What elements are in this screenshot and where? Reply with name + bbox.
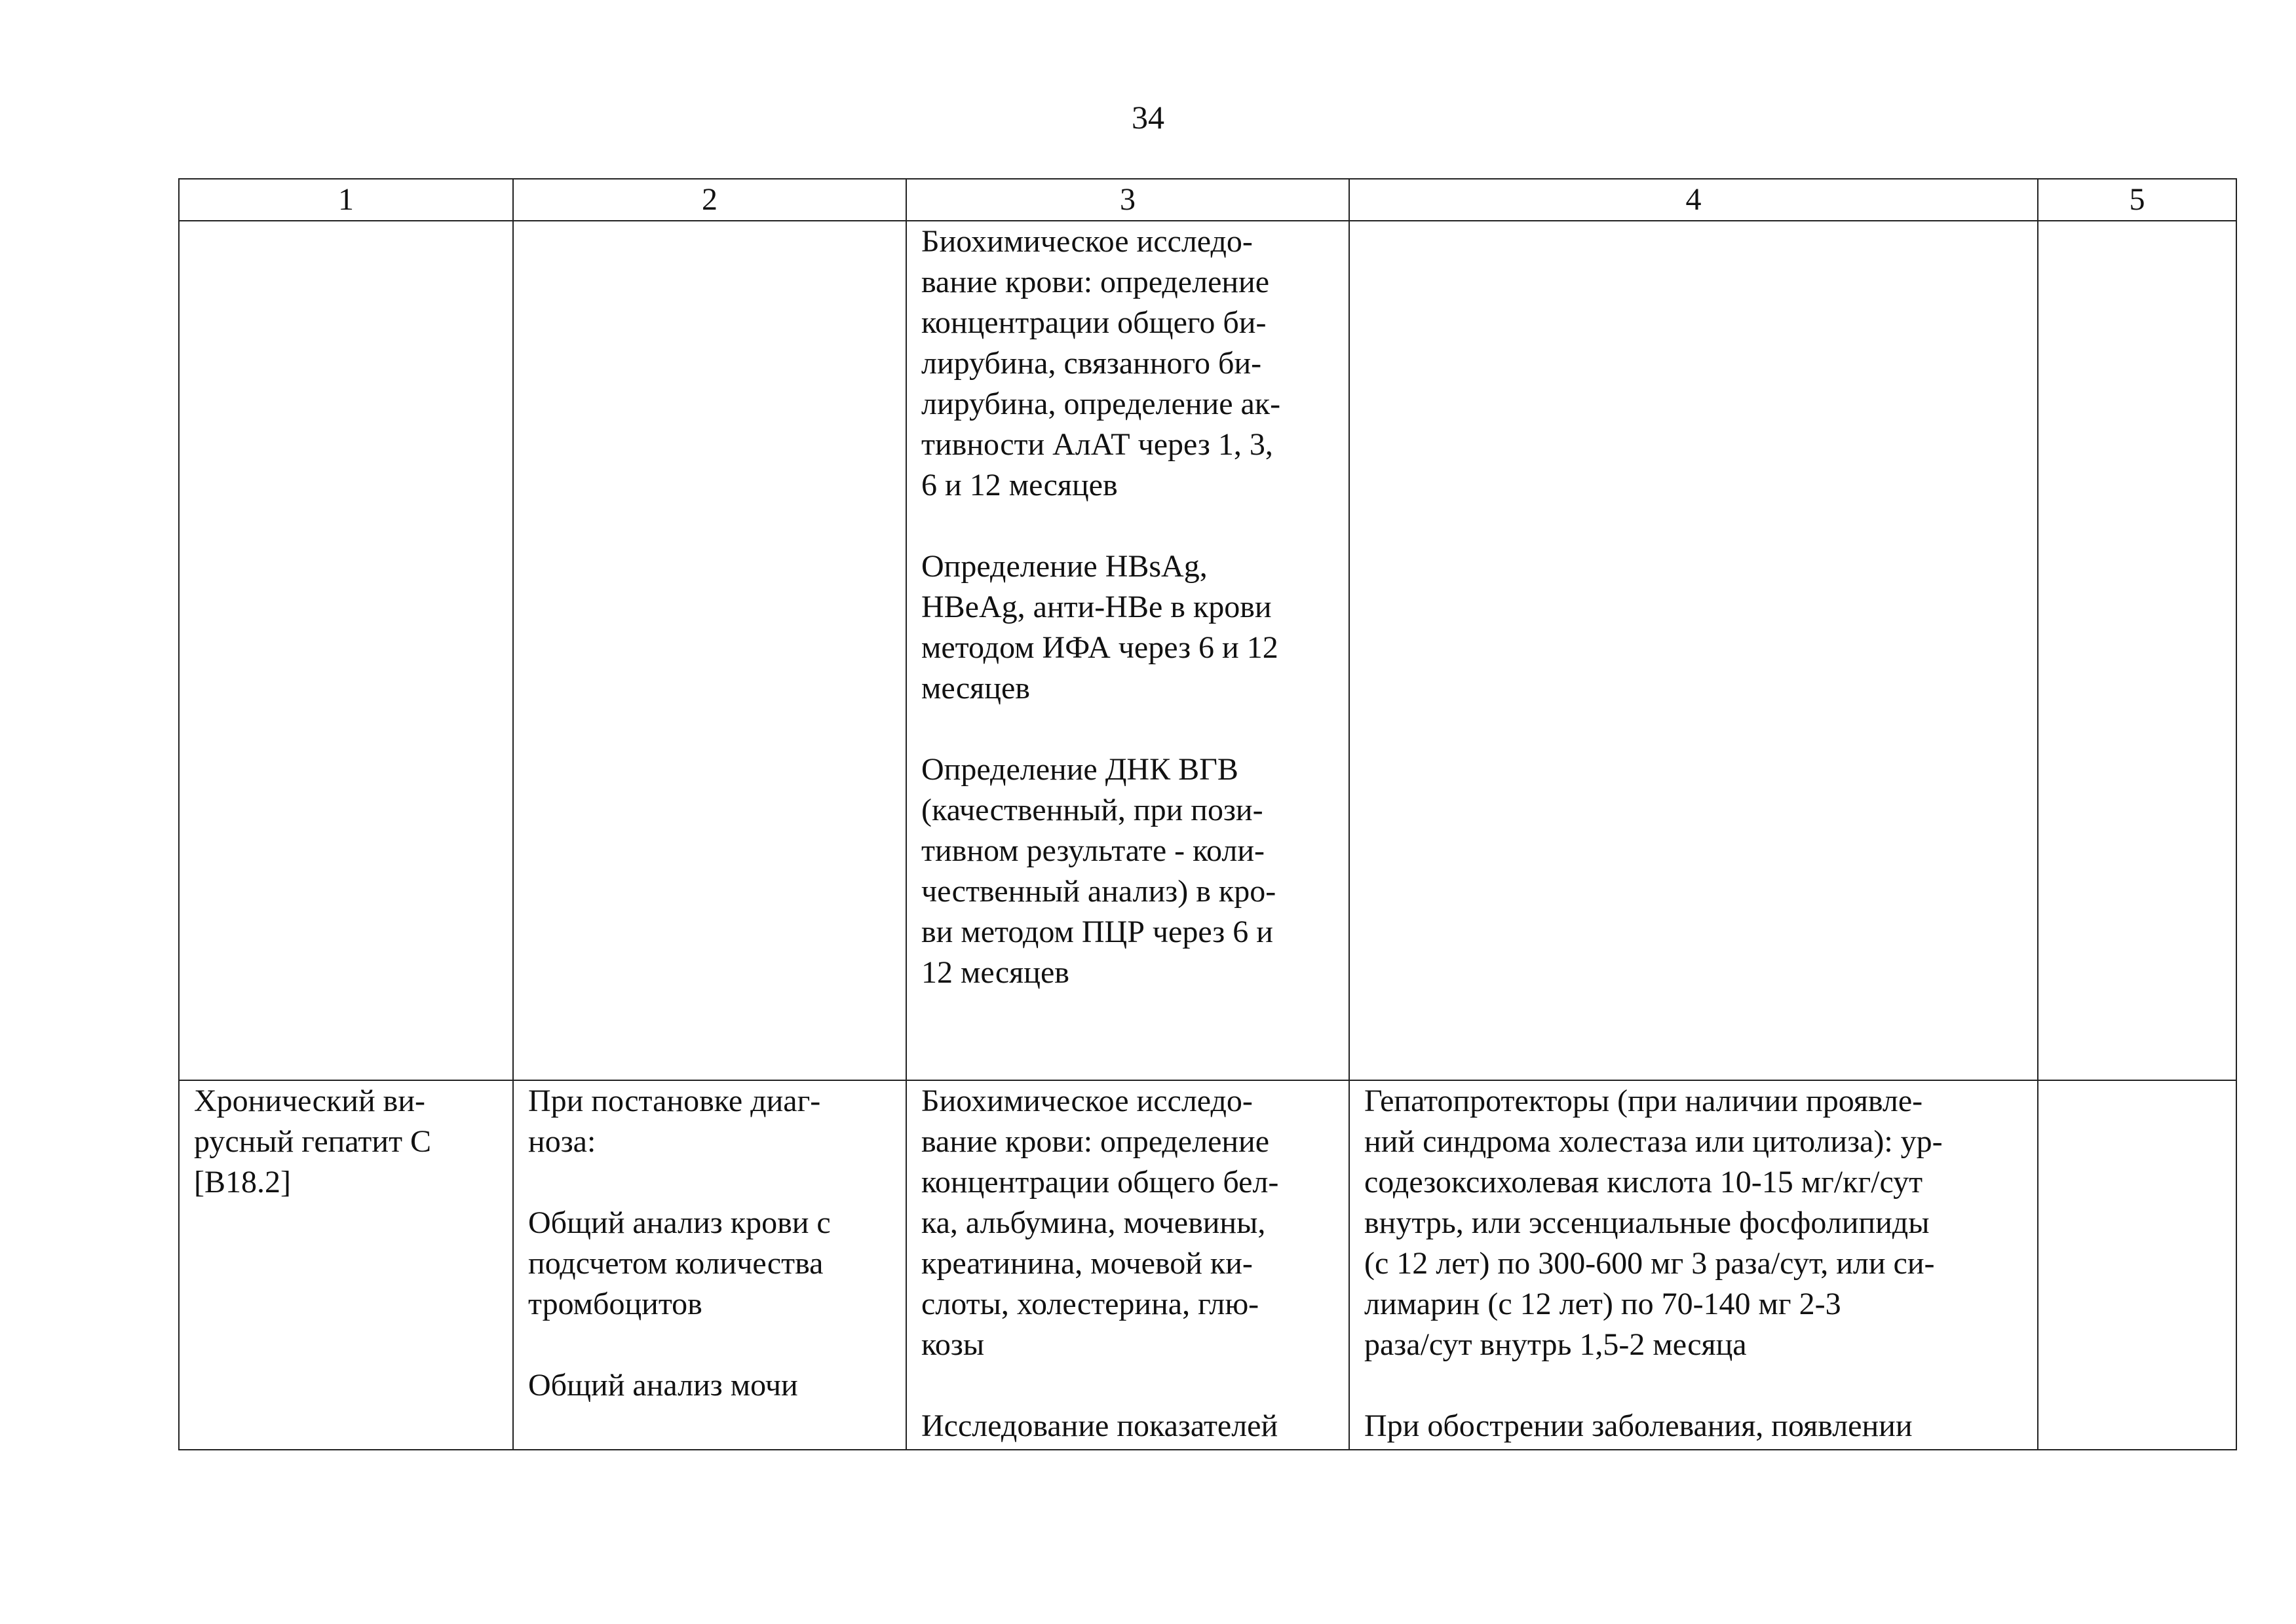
table-cell-r2-c1 bbox=[179, 1080, 513, 1450]
table-cell-r1-c4 bbox=[1349, 221, 2038, 1080]
cell-paragraph: При обострении заболевания, появлении bbox=[1364, 1408, 1913, 1443]
cell-paragraph: Общий анализ крови с подсчетом количества тромбоцитов bbox=[528, 1205, 831, 1321]
cell-paragraph: Исследование показателей bbox=[921, 1408, 1278, 1443]
table-cell-r1-c5 bbox=[2038, 221, 2236, 1080]
table-cell-r1-c1 bbox=[179, 221, 513, 1080]
document-table bbox=[178, 178, 2237, 1450]
table-row bbox=[179, 1080, 2236, 1450]
column-header-3: 3 bbox=[906, 179, 1349, 221]
table-cell-r1-c2 bbox=[513, 221, 906, 1080]
cell-paragraph: Биохимическое исследо- вание крови: определение концентрации общего бел- ка, альбумина, мочевины, креатинина, мочевой ки- слоты, холестерина, глю- козы bbox=[921, 1084, 1279, 1362]
cell-paragraph: Гепатопротекторы (при наличии проявле- ний синдрома холестаза или цитолиза): ур- содезоксихолевая кислота 10-15 мг/кг/сут внутрь, или эссенциальные фосфолипиды (с 12 лет) по 300-600 мг 3 раза/сут, или си- лимарин (с 12 лет) по 70-140 мг 2-3 раза/сут внутрь 1,5-2 месяца bbox=[1364, 1084, 1943, 1362]
table-cell-r2-c2 bbox=[513, 1080, 906, 1450]
table-header-row bbox=[179, 179, 2236, 221]
column-header-5: 5 bbox=[2038, 179, 2236, 221]
table-cell-r2-c4 bbox=[1349, 1080, 2038, 1450]
table-row bbox=[179, 221, 2236, 1080]
cell-paragraph: Общий анализ мочи bbox=[528, 1368, 798, 1403]
cell-paragraph: При постановке диаг- ноза: bbox=[528, 1084, 821, 1159]
table-cell-r2-c3 bbox=[906, 1080, 1349, 1450]
page-number: 34 bbox=[1132, 99, 1164, 136]
column-header-2: 2 bbox=[513, 179, 906, 221]
cell-paragraph: Определение ДНК ВГВ (качественный, при пози- тивном результате - коли- чественный анализ) в кро- ви методом ПЦР через 6 и 12 месяцев bbox=[921, 752, 1276, 990]
column-header-1: 1 bbox=[179, 179, 513, 221]
cell-paragraph: Биохимическое исследо- вание крови: определение концентрации общего би- лирубина, связанного би- лирубина, определение ак- тивности АлАТ через 1, 3, 6 и 12 месяцев bbox=[921, 224, 1281, 502]
table-cell-r1-c3 bbox=[906, 221, 1349, 1080]
table-cell-r2-c5 bbox=[2038, 1080, 2236, 1450]
diagnosis-name: Хронический ви- русный гепатит С [B18.2] bbox=[194, 1084, 432, 1199]
cell-paragraph: Определение HBsAg, HBeAg, анти-HBe в крови методом ИФА через 6 и 12 месяцев bbox=[921, 549, 1278, 706]
column-header-4: 4 bbox=[1349, 179, 2038, 221]
